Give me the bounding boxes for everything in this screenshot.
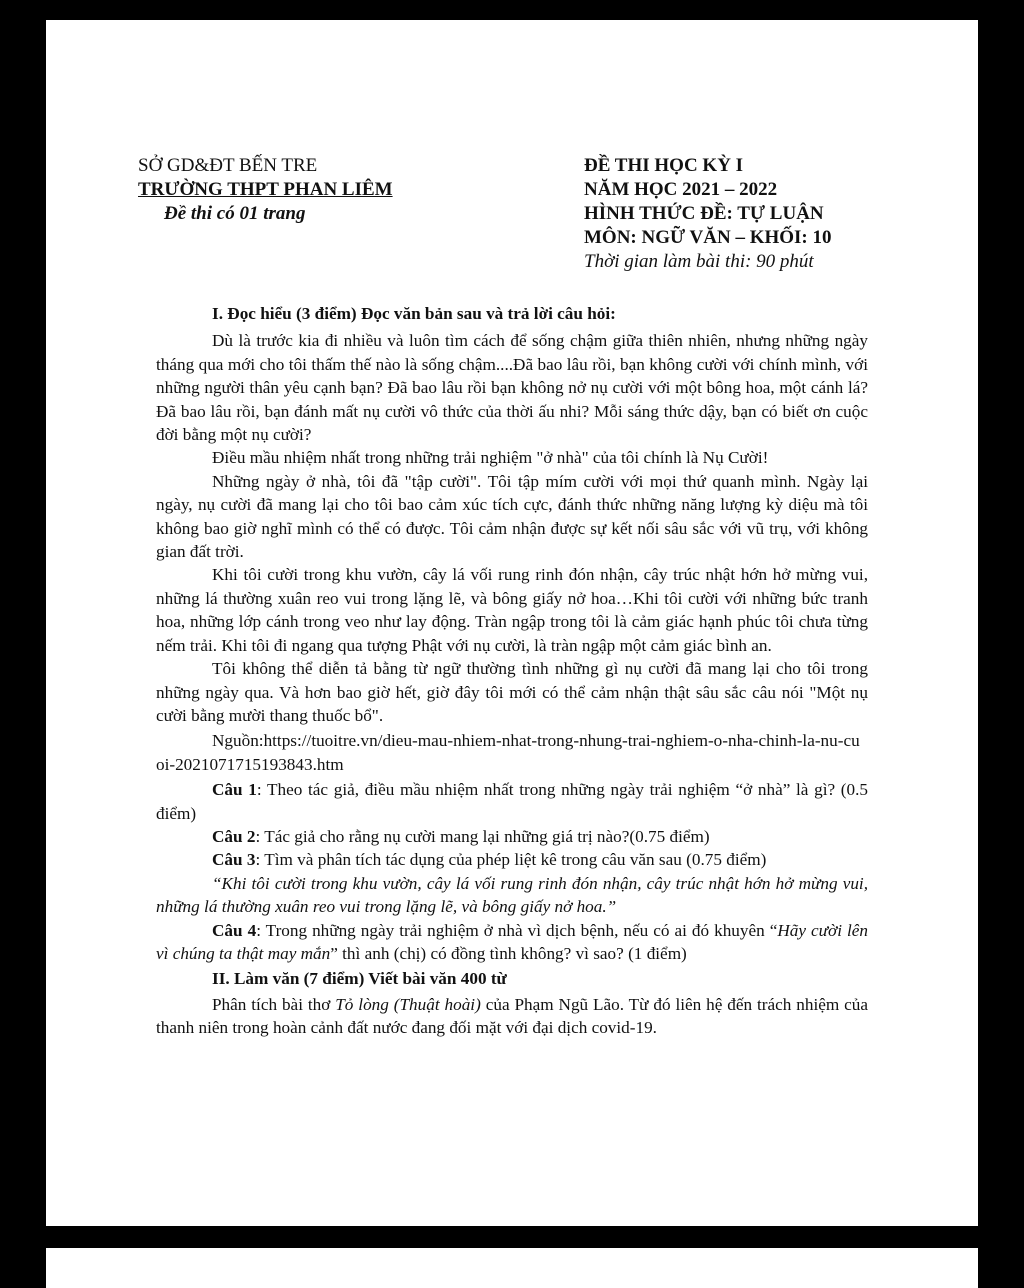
header-left	[138, 154, 458, 226]
exam-content	[156, 302, 868, 1040]
question-1	[156, 778, 868, 825]
question-3-quote: “Khi tôi cười trong khu vườn, cây lá vối rung rinh đón nhận, cây trúc nhật hớn hở mừng vui, những lá thường xuân reo vui trong lặng lẽ, và bông giấy nở hoa.”	[156, 873, 868, 917]
exam-time: Thời gian làm bài thi: 90 phút	[584, 251, 814, 272]
question-label: Câu 3	[212, 850, 256, 870]
question-text: : Tìm và phân tích tác dụng của phép liệt kê trong câu văn sau (0.75 điểm)	[255, 850, 767, 870]
passage-paragraph: Những ngày ở nhà, tôi đã "tập cười". Tôi tập mím cười với mọi thứ quanh mình. Ngày lại ngày, nụ cười đã mang lại cho tôi bao cảm xúc tích cực, đánh thức những năng lượng kỳ diệu mà tôi không bao giờ nghĩ mình có thể có được. Tôi cảm nhận được sự kết nối sâu sắc với vũ trụ, với không gian đất trời.	[156, 471, 868, 562]
next-page-edge	[46, 1248, 978, 1288]
header-right	[584, 154, 914, 274]
question-4	[156, 919, 868, 966]
question-text: : Tác giả cho rằng nụ cười mang lại những giá trị nào?(0.75 điểm)	[255, 826, 710, 846]
school-year: NĂM HỌC 2021 – 2022	[584, 179, 778, 200]
passage-paragraph: Khi tôi cười trong khu vườn, cây lá vối rung rinh đón nhận, cây trúc nhật hớn hở mừng vui, những lá thường xuân reo vui trong lặng lẽ, và bông giấy nở hoa…Khi tôi cười với những bức tranh hoa, những lớp cánh trong veo như lay động. Tràn ngập trong tôi là cảm giác hạnh phúc tôi chưa từng nếm trải. Khi tôi đi ngang qua tượng Phật với nụ cười, là tràn ngập một cảm giác bình an.	[156, 565, 868, 655]
pages-note: Đề thi có 01 trang	[164, 203, 306, 224]
question-text: : Theo tác giả, điều mầu nhiệm nhất trong những ngày trải nghiệm “ở nhà” là gì? (0.5 điểm)	[156, 780, 868, 823]
exam-title: ĐỀ THI HỌC KỲ I	[584, 155, 744, 176]
essay-text: của Phạm Ngũ Lão. Từ đó liên hệ đến trách nhiệm của thanh niên trong hoàn cảnh đất nước đang đối mặt với đại dịch covid-19.	[156, 994, 868, 1038]
question-4-quote: Hãy cười lên vì chúng ta thật may mắn	[156, 920, 868, 963]
exam-page	[46, 20, 978, 1226]
question-text: : Trong những ngày trải nghiệm ở nhà vì dịch bệnh, nếu có ai đó khuyên “	[256, 920, 778, 940]
section1-heading: I. Đọc hiểu (3 điểm) Đọc văn bản sau và trả lời câu hỏi:	[212, 304, 616, 323]
school-name: TRƯỜNG THPT PHAN LIÊM	[138, 179, 393, 200]
essay-prompt	[156, 993, 868, 1040]
question-label: Câu 2	[212, 826, 256, 846]
question-label: Câu 4	[212, 920, 257, 940]
passage-paragraph: Tôi không thể diễn tả bằng từ ngữ thường tình những gì nụ cười đã mang lại cho tôi trong những ngày qua. Và hơn bao giờ hết, giờ đây tôi mới có thể cảm nhận thật sâu sắc câu nói "Một nụ cười bằng mười thang thuốc bổ".	[156, 659, 868, 725]
source-citation: Nguồn:https://tuoitre.vn/dieu-mau-nhiem-nhat-trong-nhung-trai-nghiem-o-nha-chinh-la-nu-cuoi-2021071715193843.htm	[156, 731, 860, 774]
question-2	[156, 825, 868, 848]
subject-grade: MÔN: NGỮ VĂN – KHỐI: 10	[584, 227, 832, 248]
question-3	[156, 848, 868, 871]
question-label: Câu 1	[212, 780, 257, 800]
poem-title: Tỏ lòng (Thuật hoài)	[335, 994, 481, 1014]
exam-format: HÌNH THỨC ĐỀ: TỰ LUẬN	[584, 203, 824, 224]
passage-paragraph: Dù là trước kia đi nhiều và luôn tìm cách để sống chậm giữa thiên nhiên, nhưng những ngày tháng qua mới cho tôi thấm thế nào là sống chậm....Đã bao lâu rồi, bạn không cười với chính mình, với những người thân yêu cạnh bạn? Đã bao lâu rồi bạn không nở nụ cười với một bông hoa, một cánh lá? Đã bao lâu rồi, bạn đánh mất nụ cười vô thức của thời ấu nhi? Mỗi sáng thức dậy, bạn có biết ơn cuộc đời bằng một nụ cười?	[156, 331, 868, 445]
passage-paragraph: Điều mầu nhiệm nhất trong những trải nghiệm "ở nhà" của tôi chính là Nụ Cười!	[212, 448, 769, 468]
essay-text: Phân tích bài thơ	[212, 994, 336, 1014]
section2-heading: II. Làm văn (7 điểm) Viết bài văn 400 từ	[212, 969, 507, 989]
question-text: ” thì anh (chị) có đồng tình không? vì sao? (1 điểm)	[330, 943, 687, 963]
department-name: SỞ GD&ĐT BẾN TRE	[138, 155, 318, 176]
